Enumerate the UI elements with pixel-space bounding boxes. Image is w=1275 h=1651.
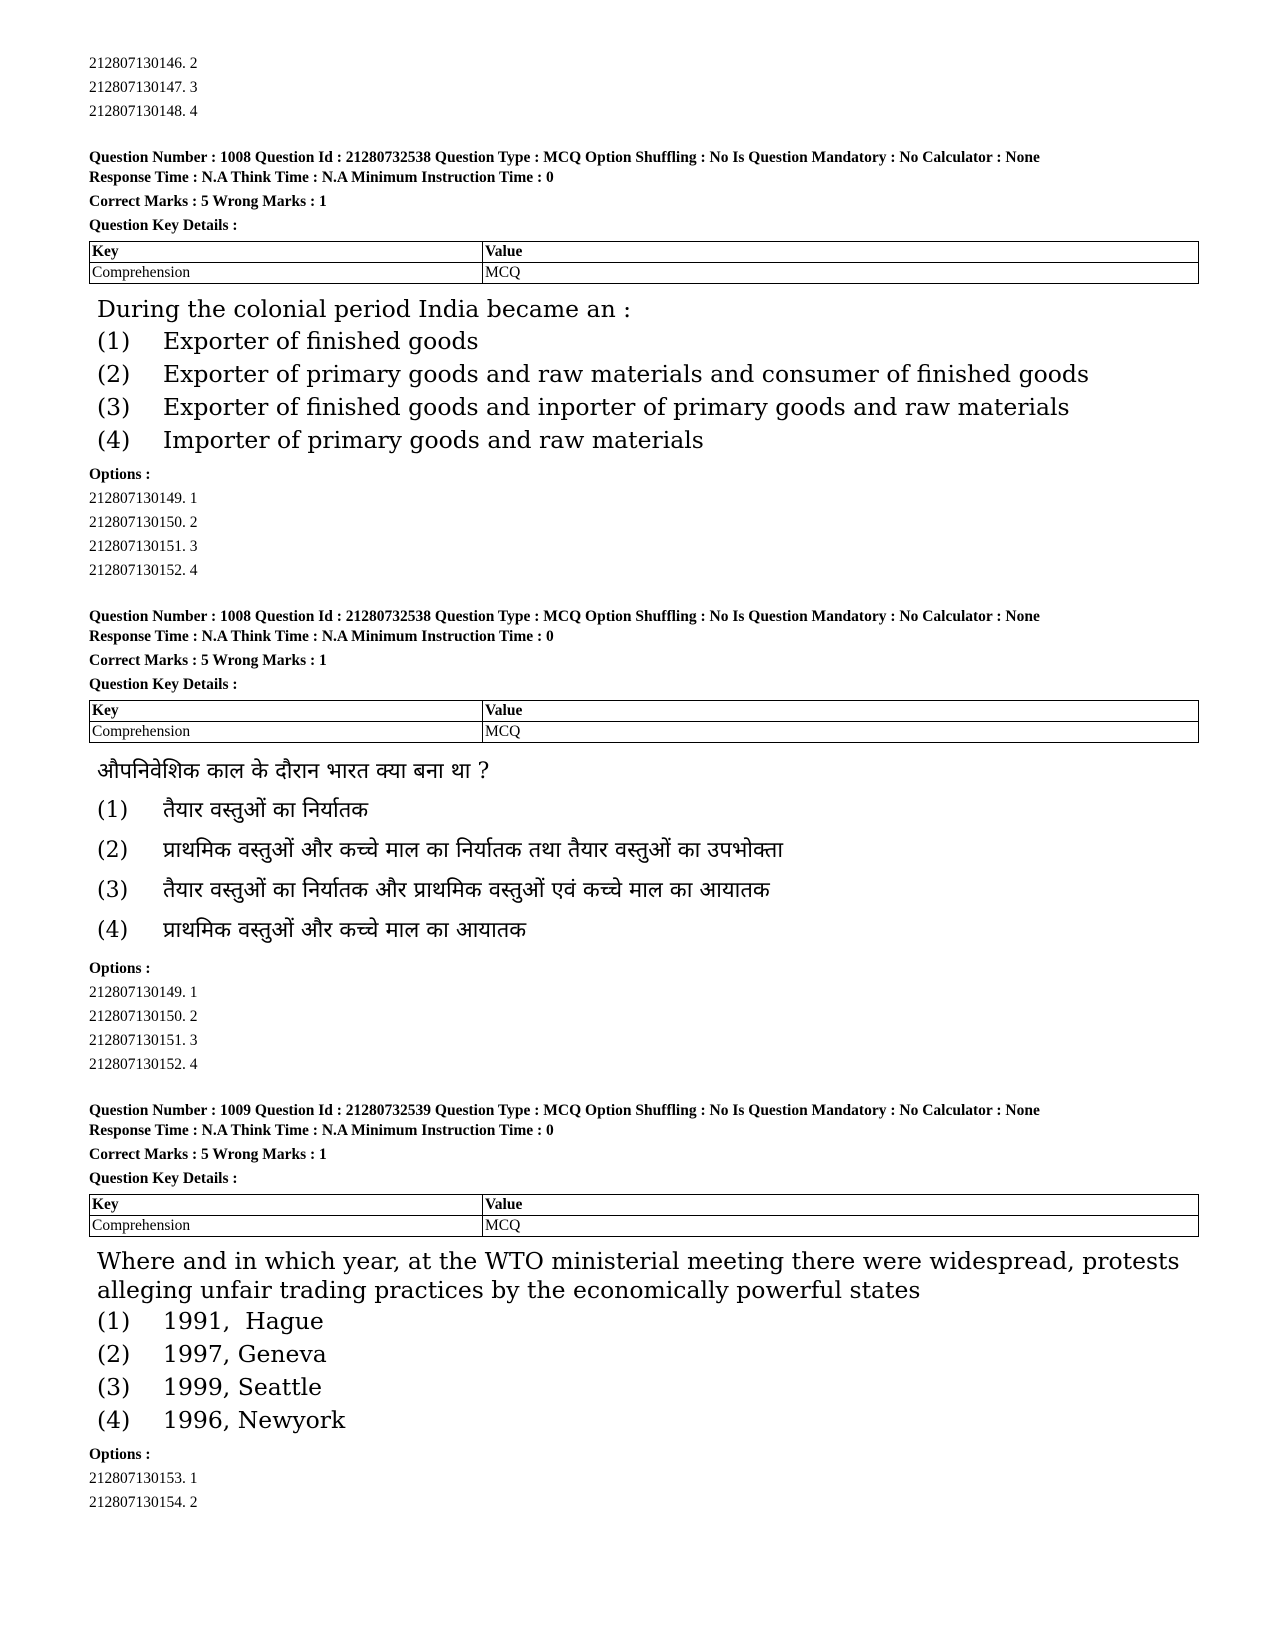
choice-item: [97, 1338, 1189, 1371]
choice-text: Exporter of finished goods and inporter of primary goods and raw materials: [163, 393, 1070, 421]
question-stem: औपनिवेशिक काल के दौरान भारत क्या बना था ?: [97, 759, 490, 784]
table-header-row: [90, 701, 1199, 722]
key-cell: Comprehension: [90, 722, 483, 743]
choice-number: (4): [97, 1406, 131, 1434]
question-meta-line: Response Time : N.A Think Time : N.A Minimum Instruction Time : 0: [89, 1121, 554, 1139]
choice-number: (1): [97, 1307, 131, 1335]
key-header: Key: [90, 1195, 483, 1216]
choice-text: प्राथमिक वस्तुओं और कच्चे माल का आयातक: [163, 918, 527, 943]
question-stem: Where and in which year, at the WTO ministerial meeting there were widespread, protests alleging unfair trading practices by the economically powerful states: [97, 1247, 1180, 1304]
choice-text: तैयार वस्तुओं का निर्यातक: [163, 798, 369, 823]
question-block: [89, 148, 1189, 583]
question-meta-line: Response Time : N.A Think Time : N.A Minimum Instruction Time : 0: [89, 627, 554, 645]
option-line: 212807130147. 3: [89, 79, 198, 96]
choice-item: [97, 871, 1189, 911]
option-line: 212807130150. 2: [89, 1008, 198, 1025]
choice-number: (2): [97, 838, 129, 863]
choice-text: Exporter of finished goods: [163, 327, 479, 355]
choice-text: 1996, Newyork: [163, 1406, 346, 1434]
marks-line: Correct Marks : 5 Wrong Marks : 1: [89, 193, 327, 210]
choice-text: तैयार वस्तुओं का निर्यातक और प्राथमिक वस्तुओं एवं कच्चे माल का आयातक: [163, 878, 770, 903]
choice-item: [97, 325, 1189, 358]
question-meta-line: Question Number : 1009 Question Id : 21280732539 Question Type : MCQ Option Shuffling : No Is Question Mandatory : No Calculator : None: [89, 1102, 1040, 1119]
table-row: [90, 722, 1199, 743]
choice-text: 1991, Hague: [163, 1307, 324, 1335]
table-header-row: [90, 1195, 1199, 1216]
table-row: [90, 1216, 1199, 1237]
value-cell: MCQ: [483, 263, 1199, 284]
option-line: 212807130151. 3: [89, 538, 198, 555]
question-image-text: [97, 1247, 1189, 1437]
marks-line: Correct Marks : 5 Wrong Marks : 1: [89, 1146, 327, 1163]
key-header: Key: [90, 701, 483, 722]
option-line: 212807130152. 4: [89, 1056, 198, 1073]
question-block: [89, 1101, 1189, 1515]
key-value-table: [89, 241, 1199, 284]
key-value-table: [89, 700, 1199, 743]
question-meta-line: Question Number : 1008 Question Id : 21280732538 Question Type : MCQ Option Shuffling : No Is Question Mandatory : No Calculator : None: [89, 149, 1040, 166]
options-label: Options :: [89, 466, 151, 483]
question-block: [89, 607, 1189, 1077]
option-line: 212807130149. 1: [89, 490, 198, 507]
choice-item: [97, 1371, 1189, 1404]
option-line: 212807130150. 2: [89, 514, 198, 531]
choice-number: (2): [97, 1340, 131, 1368]
key-details-label: Question Key Details :: [89, 1170, 238, 1187]
value-header: Value: [483, 1195, 1199, 1216]
choice-number: (1): [97, 327, 131, 355]
question-stem: During the colonial period India became an :: [97, 295, 632, 323]
choice-text: Importer of primary goods and raw materials: [163, 426, 704, 454]
table-row: [90, 263, 1199, 284]
choice-number: (3): [97, 878, 129, 903]
choice-item: [97, 358, 1189, 391]
key-header: Key: [90, 242, 483, 263]
option-line: 212807130146. 2: [89, 55, 198, 72]
choice-number: (4): [97, 426, 131, 454]
choice-item: [97, 1404, 1189, 1437]
choice-number: (3): [97, 393, 131, 421]
choice-number: (2): [97, 360, 131, 388]
choice-item: [97, 1305, 1189, 1338]
key-details-label: Question Key Details :: [89, 676, 238, 693]
choice-text: Exporter of primary goods and raw materials and consumer of finished goods: [163, 360, 1090, 388]
question-meta-line: Question Number : 1008 Question Id : 21280732538 Question Type : MCQ Option Shuffling : No Is Question Mandatory : No Calculator : None: [89, 608, 1040, 625]
previous-options-list: [89, 52, 1189, 124]
options-label: Options :: [89, 960, 151, 977]
question-meta-line: Response Time : N.A Think Time : N.A Minimum Instruction Time : 0: [89, 168, 554, 186]
option-line: 212807130153. 1: [89, 1470, 198, 1487]
key-cell: Comprehension: [90, 263, 483, 284]
key-details-label: Question Key Details :: [89, 217, 238, 234]
option-line: 212807130148. 4: [89, 103, 198, 120]
option-line: 212807130152. 4: [89, 562, 198, 579]
value-cell: MCQ: [483, 722, 1199, 743]
choice-text: 1997, Geneva: [163, 1340, 327, 1368]
choice-text: 1999, Seattle: [163, 1373, 323, 1401]
option-line: 212807130151. 3: [89, 1032, 198, 1049]
choice-number: (4): [97, 918, 129, 943]
key-value-table: [89, 1194, 1199, 1237]
choice-item: [97, 424, 1189, 457]
value-header: Value: [483, 701, 1199, 722]
value-cell: MCQ: [483, 1216, 1199, 1237]
choice-number: (1): [97, 798, 129, 823]
option-line: 212807130154. 2: [89, 1494, 198, 1511]
choice-item: [97, 911, 1189, 951]
option-line: 212807130149. 1: [89, 984, 198, 1001]
choice-text: प्राथमिक वस्तुओं और कच्चे माल का निर्यातक तथा तैयार वस्तुओं का उपभोक्ता: [163, 838, 784, 863]
choice-item: [97, 391, 1189, 424]
choice-number: (3): [97, 1373, 131, 1401]
choice-item: [97, 791, 1189, 831]
question-image-text: [97, 294, 1189, 457]
question-image-text: [97, 753, 1189, 951]
key-cell: Comprehension: [90, 1216, 483, 1237]
marks-line: Correct Marks : 5 Wrong Marks : 1: [89, 652, 327, 669]
table-header-row: [90, 242, 1199, 263]
choice-item: [97, 831, 1189, 871]
document-page: [89, 52, 1189, 1515]
value-header: Value: [483, 242, 1199, 263]
options-label: Options :: [89, 1446, 151, 1463]
